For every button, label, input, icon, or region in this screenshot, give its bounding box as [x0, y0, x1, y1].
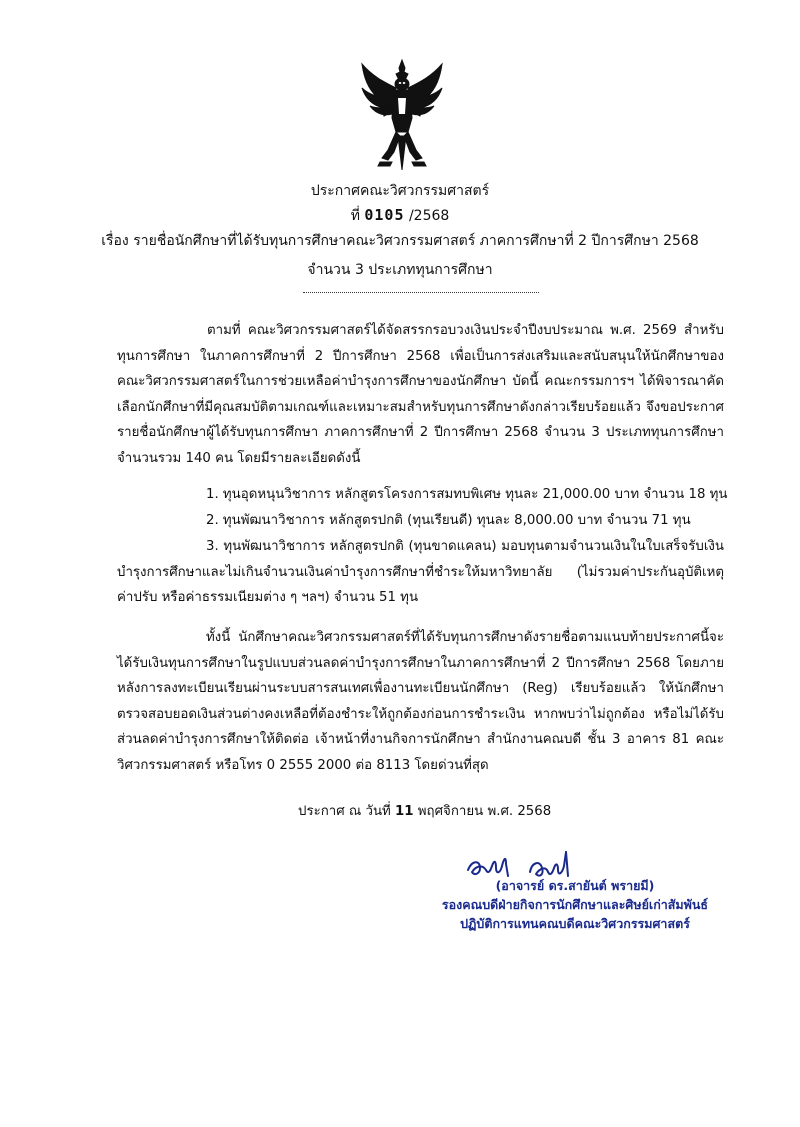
announce-day: 11 — [395, 804, 414, 819]
garuda-emblem-icon — [358, 58, 446, 174]
document-number — [0, 205, 800, 227]
signatory-name: (อาจารย์ ดร.สายันต์ พรายมี) — [495, 878, 655, 893]
subject-label: เรื่อง — [101, 233, 129, 249]
announcement-date — [298, 800, 551, 821]
subject-line — [0, 230, 800, 252]
paragraph-instructions: ทั้งนี้ นักศึกษาคณะวิศวกรรมศาสตร์ที่ได้รับทุนการศึกษาดังรายชื่อตามแนบท้ายประกาศนี้จะได้รับเงินทุนการศึกษาในรูปแบบส่วนลดค่าบำรุงการศึกษาในภาคการศึกษาที่ 2 ปีการศึกษา 2568 โดยภายหลังการลงทะเบียนเรียนผ่านระบบสารสนเทศเพื่องานทะเบียนนักศึกษา (Reg) เรียบร้อยแล้ว ให้นักศึกษาตรวจสอบยอดเงินส่วนต่างคงเหลือที่ต้องชำระให้ถูกต้องก่อนการชำระเงิน หากพบว่าไม่ถูกต้อง หรือไม่ได้รับส่วนลดค่าบำรุงการศึกษาให้ติดต่อ เจ้าหน้าที่งานกิจการนักศึกษา สำนักงานคณบดี ชั้น 3 อาคาร 81 คณะวิศวกรรมศาสตร์ หรือโทร 0 2555 2000 ต่อ 8113 โดยด่วนที่สุด — [117, 630, 724, 773]
dotted-divider — [303, 292, 539, 293]
scholarship-item-2: 2. ทุนพัฒนาวิชาการ หลักสูตรปกติ (ทุนเรียนดี) ทุนละ 8,000.00 บาท จำนวน 71 ทุน — [206, 513, 691, 528]
number-suffix: /2568 — [408, 208, 450, 224]
scholarship-item-3: 3. ทุนพัฒนาวิชาการ หลักสูตรปกติ (ทุนขาดแคลน) มอบทุนตามจำนวนเงินในใบเสร็จรับเงินบำรุงการศึกษาและไม่เกินจำนวนเงินค่าบำรุงการศึกษาที่ชำระให้มหาวิทยาลัย (ไม่รวมค่าประกันอุบัติเหตุ ค่าปรับ หรือค่าธรรมเนียมต่าง ๆ ฯลฯ) จำนวน 51 ทุน — [117, 539, 724, 605]
number-prefix: ที่ — [350, 208, 360, 224]
subject-text: รายชื่อนักศึกษาที่ได้รับทุนการศึกษาคณะวิศวกรรมศาสตร์ ภาคการศึกษาที่ 2 ปีการศึกษา 2568 — [133, 233, 699, 249]
scholarship-item-1: 1. ทุนอุดหนุนวิชาการ หลักสูตรโครงการสมทบพิเศษ ทุนละ 21,000.00 บาท จำนวน 18 ทุน — [206, 487, 728, 502]
announce-month-year: พฤศจิกายน พ.ศ. 2568 — [417, 804, 552, 819]
number-value: 0105 — [364, 206, 405, 224]
paragraph-intro: ตามที่ คณะวิศวกรรมศาสตร์ได้จัดสรรกรอบวงเงินประจำปีงบประมาณ พ.ศ. 2569 สำหรับทุนการศึกษา ในภาคการศึกษาที่ 2 ปีการศึกษา 2568 เพื่อเป็นการส่งเสริมและสนับสนุนให้นักศึกษาของคณะวิศวกรรมศาสตร์ในการช่วยเหลือค่าบำรุงการศึกษาของนักศึกษา บัดนี้ คณะกรรมการฯ ได้พิจารณาคัดเลือกนักศึกษาที่มีคุณสมบัติตามเกณฑ์และเหมาะสมสำหรับทุนการศึกษาดังกล่าวเรียบร้อยแล้ว จึงขอประกาศรายชื่อนักศึกษาผู้ได้รับทุนการศึกษา ภาคการศึกษาที่ 2 ปีการศึกษา 2568 จำนวน 3 ประเภททุนการศึกษา จำนวนรวม 140 คน โดยมีรายละเอียดดังนี้ — [117, 323, 724, 466]
announce-prefix: ประกาศ ณ วันที่ — [298, 804, 391, 819]
subject-line-2: จำนวน 3 ประเภททุนการศึกษา — [307, 262, 493, 278]
signatory-acting: ปฏิบัติการแทนคณบดีคณะวิศวกรรมศาสตร์ — [460, 916, 690, 931]
signatory-position: รองคณบดีฝ่ายกิจการนักศึกษาและศิษย์เก่าสัมพันธ์ — [441, 897, 709, 912]
org-title: ประกาศคณะวิศวกรรมศาสตร์ — [310, 183, 490, 199]
